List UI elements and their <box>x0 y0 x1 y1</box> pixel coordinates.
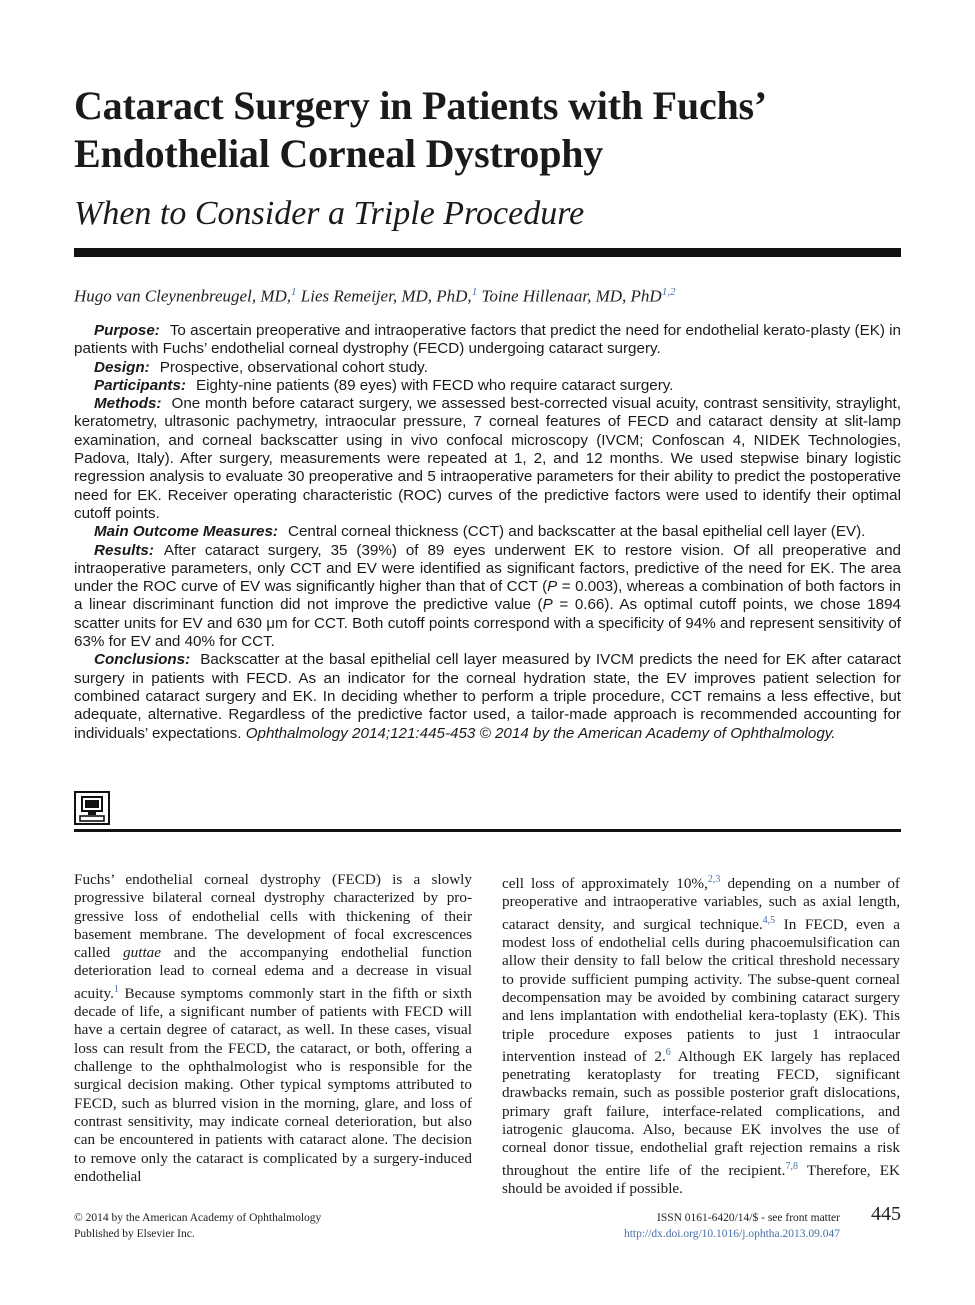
page-number: 445 <box>871 1203 901 1225</box>
body-text: cell loss of approximately 10%, <box>502 875 708 893</box>
body-column-left <box>74 871 472 1186</box>
design-label: Design: <box>94 358 150 376</box>
body-text: and the accompanying endothelial function deterioration lead to corneal edema and a decrease in visual acuity. <box>74 944 472 1002</box>
title-line-2: Endothelial Corneal Dystrophy <box>74 131 604 176</box>
results-p-symbol-1: P <box>547 578 558 596</box>
publisher-line: Published by Elsevier Inc. <box>74 1228 195 1240</box>
computer-monitor-icon[interactable] <box>74 791 110 825</box>
citation-ref[interactable]: 1 <box>113 983 119 995</box>
purpose-text: To ascertain preoperative and intraoperative factors that predict the need for endothelial kerato-plasty (EK) in patients with Fuchs’ endothelial corneal dystrophy (FECD) undergoing cataract surgery. <box>74 322 901 358</box>
purpose-label: Purpose: <box>94 322 160 339</box>
citation-ref[interactable]: 2,3 <box>707 874 721 885</box>
abstract-methods <box>74 395 901 523</box>
intro-paragraph <box>74 871 472 1186</box>
author-3-affiliation[interactable]: 1,2 <box>661 286 676 298</box>
citation-ref[interactable]: 6 <box>665 1046 671 1058</box>
footer-copyright <box>74 1210 474 1242</box>
author-3: Toine Hillenaar, MD, PhD <box>481 286 662 306</box>
author-1-affiliation[interactable]: 1 <box>291 286 297 298</box>
body-text: Therefore, EK should be avoided if possible. <box>502 1161 900 1197</box>
results-text-b: = 0.003), whereas a combination of both factors in a linear discriminant function did not improve the predictive value ( <box>74 578 901 614</box>
abstract-conclusions <box>74 651 901 742</box>
copyright-line: © 2014 by the American Academy of Ophthalmology <box>74 1212 322 1224</box>
results-text-a: After cataract surgery, 35 (39%) of 89 eyes underwent EK to restore vision. Of all preoperative and intraoperative parameters, only CCT and EV were identified as significant factors, predictive of the need for EK. The area under the ROC curve of EV was significantly higher than that of CCT ( <box>74 541 901 596</box>
body-text: In FECD, even a modest loss of endothelial cells during phacoemulsification can allow their density to fall below the critical threshold necessary to provide sufficient pumping activity. The subse-quent corneal decompensation may be avoided by combining cataract surgery and lens implantation with endothelial kera-toplasty (EK). This triple procedure exposes patients to just 1 intraocular intervention instead of 2. <box>502 915 901 1065</box>
abstract-outcome <box>74 523 901 541</box>
methods-label: Methods: <box>94 395 162 413</box>
conclusions-text: Backscatter at the basal epithelial cell layer measured by IVCM predicts the need for EK after cataract surgery in patients with FECD. As an indicator for the corneal hydration state, the EV improves patient selection for combined cataract surgery and EK. In deciding whether to perform a triple procedure, CCT remains a less effective, but adequate, alternative. Regardless of the predictive factor used, a tailor-made approach is recommended accounting for individuals’ expectations. <box>74 651 901 742</box>
journal-citation: Ophthalmology 2014;121:445-453 © 2014 by the American Academy of Ophthalmology. <box>245 724 836 742</box>
outcome-label: Main Outcome Measures: <box>94 523 278 541</box>
author-1: Hugo van Cleynenbreugel, MD, <box>74 286 292 306</box>
results-text-c: = 0.66). As optimal cutoff points, we chose 1894 scatter units for EV and 630 μm for CCT. Both cutoff points correspond with a specificity of 94% and represent sensitivity of 63% for EV and 40% for CCT. <box>74 596 901 651</box>
title-divider <box>74 248 901 257</box>
intro-paragraph-continued <box>502 871 900 1198</box>
abstract-participants <box>74 377 901 395</box>
title-line-1: Cataract Surgery in Patients with Fuchs’ <box>74 83 768 128</box>
results-label: Results: <box>94 541 154 559</box>
results-p-symbol-2: P <box>542 596 553 614</box>
author-2-affiliation[interactable]: 1 <box>471 286 478 298</box>
citation-ref[interactable]: 4,5 <box>762 914 776 926</box>
abstract-divider <box>74 829 901 832</box>
doi-link[interactable]: http://dx.doi.org/10.1016/j.ophtha.2013.09.047 <box>623 1228 840 1240</box>
body-text: Because symptoms commonly start in the fifth or sixth decade of life, a significant number of patients with FECD will have a certain degree of cataract, as well. In these cases, visual loss can result from the FECD, the cataract, or both, offering a challenge to the ophthalmologist who is responsible for the surgical decision making. Other typical symptoms attributed to FECD, such as blurred vision in the morning, glare, and loss of contrast sensitivity, may indicate corneal deterioration, but also can be encountered in patients with cataract alone. The decision to remove only the cataract is complicated by a surgery-induced endothelial <box>74 984 472 1185</box>
article-title <box>74 82 901 178</box>
participants-label: Participants: <box>94 376 186 394</box>
methods-text: One month before cataract surgery, we assessed best-corrected visual acuity, contrast sensitivity, straylight, keratometry, ultrasonic pachymetry, intraocular pressure, 7 corneal features of FECD and cataract density at slit-lamp examination, and corneal backscatter using in vivo confocal microscopy (IVCM; Confoscan 4, NIDEK Technologies, Padova, Italy). After surgery, measurements were repeated at 1, 2, and 12 months. We used stepwise binary logistic regression analysis to evaluate 30 preoperative and 5 intraoperative parameters for their ability to predict the postoperative need for EK. Receiver operating characteristic (ROC) curves of the predictive factors were used to identify their optimal cutoff points. <box>74 395 901 522</box>
body-text: Although EK largely has replaced penetrating keratoplasty for treating FECD, significant drawbacks remain, such as possible posterior graft dislocations, primary graft failure, interface-related complications, and iatrogenic glaucoma. Also, because EK involves the use of corneal donor tissue, endothelial graft rejection remains a risk throughout the entire life of the recipient. <box>502 1047 900 1179</box>
abstract-design <box>74 359 901 377</box>
guttae-term: guttae <box>123 944 161 962</box>
issn-line: ISSN 0161-6420/14/$ - see front matter <box>656 1212 840 1224</box>
body-text: depending on a number of preoperative and intraoperative variables, such as axial length, cataract density, and surgical technique. <box>502 875 900 933</box>
conclusions-label: Conclusions: <box>94 651 191 669</box>
footer-identifiers <box>494 1210 840 1242</box>
abstract-purpose <box>74 322 901 359</box>
citation-ref[interactable]: 7,8 <box>785 1160 798 1172</box>
author-list <box>74 280 901 309</box>
outcome-text: Central corneal thickness (CCT) and backscatter at the basal epithelial cell layer (EV). <box>288 523 866 541</box>
body-text: Fuchs’ endothelial corneal dystrophy (FECD) is a slowly progressive bilateral corneal dystrophy characterized by pro-gressive loss of endothelial cells with thickening of their basement membrane. The development of focal excrescences called <box>74 871 472 962</box>
abstract <box>74 322 901 743</box>
participants-text: Eighty-nine patients (89 eyes) with FECD who require cataract surgery. <box>196 376 674 394</box>
article-subtitle: When to Consider a Triple Procedure <box>74 195 585 232</box>
design-text: Prospective, observational cohort study. <box>159 358 428 376</box>
body-column-right <box>502 871 900 1198</box>
author-2: Lies Remeijer, MD, PhD, <box>300 286 472 306</box>
abstract-results <box>74 542 901 652</box>
